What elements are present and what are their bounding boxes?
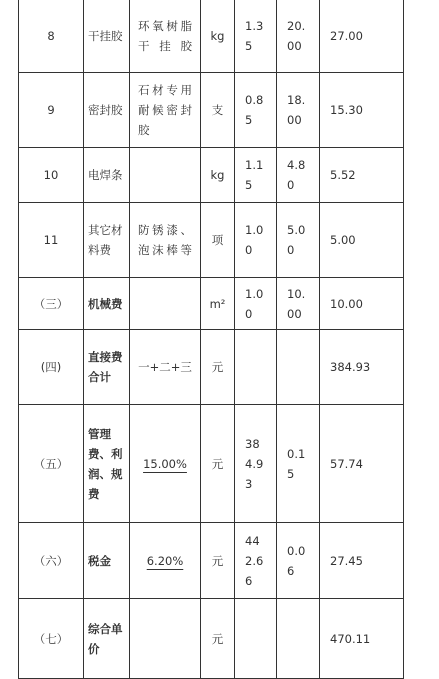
row-number: （六） [19,523,84,599]
amount-value: 5.52 [320,148,404,203]
table-row [19,203,404,278]
item-name: 机械费 [84,278,130,330]
quantity-value: 1.00 [235,278,277,330]
row-number: (四) [19,330,84,405]
unit-price-value: 0.15 [277,405,320,523]
item-spec [130,405,201,523]
quantity-value: 1.00 [235,203,277,278]
row-number: （五） [19,405,84,523]
item-unit: 元 [201,523,235,599]
item-unit: 元 [201,330,235,405]
item-spec [130,148,201,203]
item-spec: 石材专用耐候密封胶 [130,73,201,148]
table-row [19,330,404,405]
row-number: （三） [19,278,84,330]
item-unit: kg [201,148,235,203]
item-spec [130,278,201,330]
row-number: 9 [19,73,84,148]
table-row [19,73,404,148]
amount-value: 27.00 [320,0,404,73]
amount-value: 57.74 [320,405,404,523]
row-number: 8 [19,0,84,73]
item-spec: 防锈漆、泡沫棒等 [130,203,201,278]
item-unit: kg [201,0,235,73]
item-spec [130,599,201,679]
item-unit: 元 [201,599,235,679]
table-row [19,599,404,679]
quantity-value [235,330,277,405]
quantity-value: 1.15 [235,148,277,203]
item-spec [130,523,201,599]
item-name: 税金 [84,523,130,599]
item-name: 干挂胶 [84,0,130,73]
item-name: 电焊条 [84,148,130,203]
table-row [19,148,404,203]
unit-price-value: 4.80 [277,148,320,203]
row-number: 10 [19,148,84,203]
amount-value: 27.45 [320,523,404,599]
unit-price-value: 5.00 [277,203,320,278]
quantity-value [235,599,277,679]
unit-price-value: 0.06 [277,523,320,599]
rate-value: 15.00% [143,456,187,471]
rate-value: 6.20% [146,553,184,568]
row-number: （七） [19,599,84,679]
quantity-value: 384.93 [235,405,277,523]
table-row [19,405,404,523]
item-name: 直接费合计 [84,330,130,405]
quantity-value: 1.35 [235,0,277,73]
quantity-value: 0.85 [235,73,277,148]
amount-value: 5.00 [320,203,404,278]
item-spec: 一+二+三 [130,330,201,405]
unit-price-value: 18.00 [277,73,320,148]
row-number: 11 [19,203,84,278]
item-unit: 元 [201,405,235,523]
amount-value: 384.93 [320,330,404,405]
unit-price-value: 10.00 [277,278,320,330]
item-name: 其它材料费 [84,203,130,278]
amount-value: 15.30 [320,73,404,148]
item-spec: 环氧树脂干挂胶 [130,0,201,73]
cost-table [18,0,404,679]
item-name: 综合单价 [84,599,130,679]
item-name: 管理费、利润、规费 [84,405,130,523]
table-row [19,0,404,73]
amount-value: 10.00 [320,278,404,330]
unit-price-value: 20.00 [277,0,320,73]
item-unit: 支 [201,73,235,148]
table-row [19,523,404,599]
table-row [19,278,404,330]
unit-price-value [277,599,320,679]
unit-price-value [277,330,320,405]
item-unit: m² [201,278,235,330]
item-unit: 项 [201,203,235,278]
item-name: 密封胶 [84,73,130,148]
amount-value: 470.11 [320,599,404,679]
quantity-value: 442.66 [235,523,277,599]
